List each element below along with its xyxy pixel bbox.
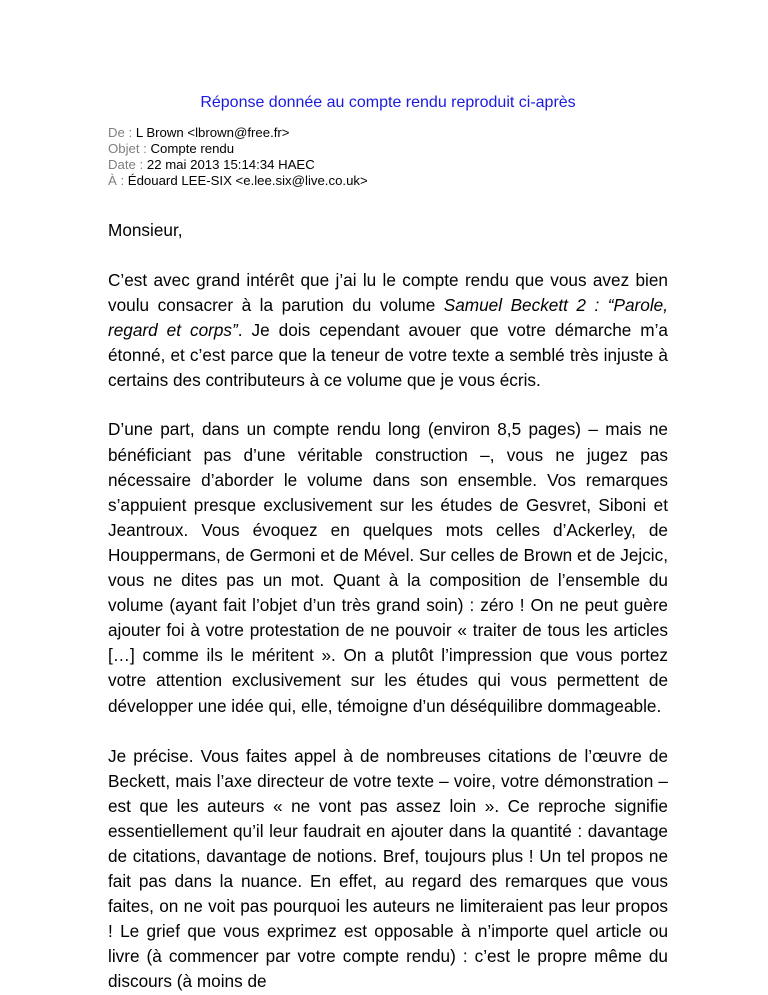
email-headers bbox=[108, 125, 668, 189]
paragraph-1-text-end: . Je dois cependant avouer que votre démarche m’a étonné, et c’est parce que la teneur de votre texte a semblé très injuste à certains des contributeurs à ce volume que je vous écris. bbox=[108, 320, 668, 391]
header-label-to: À : bbox=[108, 173, 125, 188]
email-header-to bbox=[108, 173, 668, 189]
email-header-from bbox=[108, 125, 668, 141]
header-value-to: Édouard LEE-SIX <e.lee.six@live.co.uk> bbox=[127, 173, 368, 188]
document-page bbox=[108, 0, 668, 995]
letter-paragraph-1 bbox=[108, 268, 668, 393]
paragraph-1-text-start: C’est avec grand intérêt que j’ai lu le compte rendu que vous avez bien voulu consacrer à la parution du volume bbox=[108, 270, 668, 316]
email-header-date bbox=[108, 157, 668, 173]
header-value-date: 22 mai 2013 15:14:34 HAEC bbox=[146, 157, 315, 172]
document-title: Réponse donnée au compte rendu reproduit ci-après bbox=[200, 94, 576, 111]
email-header-subject bbox=[108, 141, 668, 157]
header-value-subject: Compte rendu bbox=[150, 141, 235, 156]
header-value-from: L Brown <lbrown@free.fr> bbox=[135, 125, 290, 140]
letter-paragraph-2: D’une part, dans un compte rendu long (environ 8,5 pages) – mais ne bénéficiant pas d’une véritable construction –, vous ne jugez pas nécessaire d’aborder le volume dans son ensemble. Vos remarques s’appuient presque exclusivement sur les études de Gesvret, Siboni et Jeantroux. Vous évoquez en quelques mots celles d’Ackerley, de Houppermans, de Germoni et de Mével. Sur celles de Brown et de Jejcic, vous ne dites pas un mot. Quant à la composition de l’ensemble du volume (ayant fait l’objet d’un très grand soin) : zéro ! On ne peut guère ajouter foi à votre protestation de ne pouvoir « traiter de tous les articles […] comme ils le méritent ». On a plutôt l’impression que vous portez votre attention exclusivement sur les études qui vous permettent de développer une idée qui, elle, témoigne d’un déséquilibre dommageable. bbox=[108, 419, 668, 716]
letter-greeting: Monsieur, bbox=[108, 220, 183, 240]
letter-paragraph-3: Je précise. Vous faites appel à de nombreuses citations de l’œuvre de Beckett, mais l’axe directeur de votre texte – voire, votre démonstration – est que les auteurs « ne vont pas assez loin ». Ce reproche signifie essentiellement qu’il leur faudrait en ajouter dans la quantité : davantage de citations, davantage de notions. Bref, toujours plus ! Un tel propos ne fait pas dans la nuance. En effet, au regard des remarques que vous faites, on ne voit pas pourquoi les auteurs ne limiteraient pas leur propos ! Le grief que vous exprimez est opposable à n’importe quel article ou livre (à commencer par votre compte rendu) : c’est le propre même du discours (à moins de bbox=[108, 745, 668, 992]
header-label-from: De : bbox=[108, 125, 133, 140]
book-title-italic: Samuel Beckett 2 : “Parole, regard et corps” bbox=[108, 295, 668, 341]
header-label-subject: Objet : bbox=[108, 141, 147, 156]
header-label-date: Date : bbox=[108, 157, 144, 172]
